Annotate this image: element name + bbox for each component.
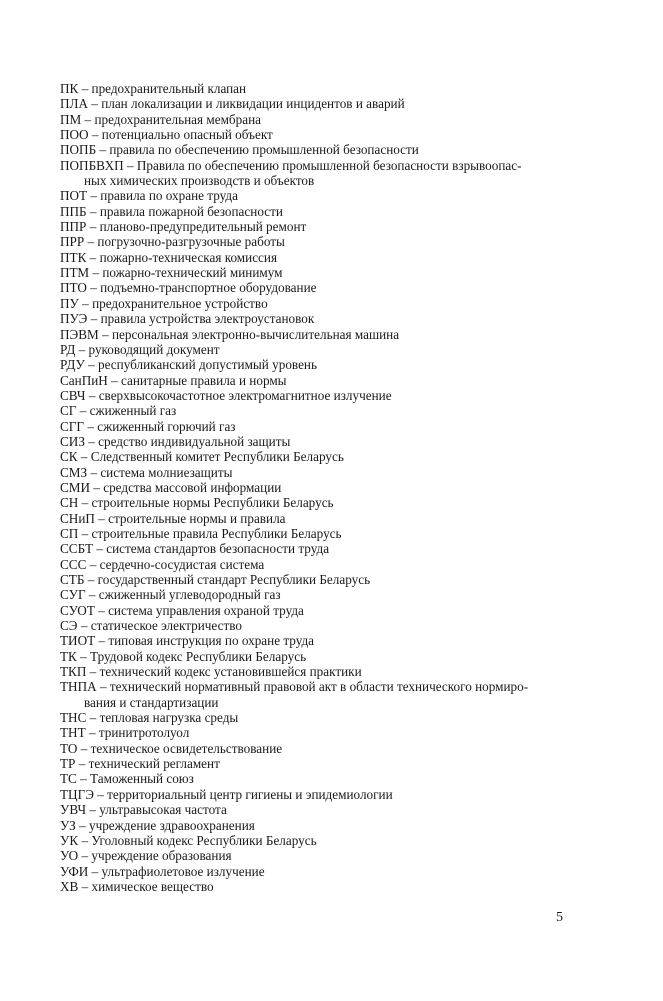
abbreviation-definition: технический нормативный правовой акт в области технического нормиро- — [109, 679, 529, 695]
abbreviation-definition: правила пожарной безопасности — [99, 203, 283, 219]
abbreviation-definition: предохранительный клапан — [91, 81, 247, 96]
abbreviation-term: СП — [60, 525, 79, 541]
abbreviation-term: СМИ — [60, 479, 91, 495]
dash-separator: – — [85, 387, 99, 403]
abbreviation-definition: Правила по обеспечению промышленной безопасности взрывоопас- — [136, 157, 522, 173]
abbreviation-entry — [60, 250, 605, 265]
abbreviation-entry — [60, 848, 605, 863]
abbreviation-definition: предохранительное устройство — [92, 295, 268, 311]
abbreviation-entry — [60, 158, 605, 189]
abbreviation-entry — [60, 541, 605, 556]
abbreviation-term: ППБ — [60, 203, 87, 219]
dash-separator: – — [107, 372, 121, 388]
abbreviation-term: РД — [60, 341, 76, 357]
dash-separator: – — [88, 863, 102, 879]
abbreviation-term: СУОТ — [60, 602, 95, 618]
dash-separator: – — [78, 832, 92, 848]
dash-separator: – — [84, 418, 98, 434]
abbreviation-term: ТК — [60, 648, 77, 664]
dash-separator: – — [78, 495, 92, 511]
abbreviation-term: УФИ — [60, 863, 89, 879]
abbreviation-entry — [60, 465, 605, 480]
abbreviation-entry — [60, 388, 605, 403]
abbreviation-entry — [60, 188, 605, 203]
abbreviation-entry — [60, 204, 605, 219]
abbreviation-definition: Следственный комитет Республики Беларусь — [90, 449, 344, 465]
dash-separator: – — [96, 142, 110, 158]
abbreviation-term: СЭ — [60, 618, 78, 634]
abbreviation-term: ССС — [60, 556, 87, 572]
dash-separator: – — [78, 81, 92, 96]
abbreviation-definition: руководящий документ — [88, 341, 220, 357]
abbreviation-definition: государственный стандарт Республики Беларусь — [97, 572, 371, 587]
abbreviation-definition: сжиженный углеводородный газ — [98, 587, 281, 603]
abbreviation-definition: строительные нормы и правила — [108, 510, 286, 526]
dash-separator: – — [88, 96, 102, 112]
abbreviation-term: ТНТ — [60, 725, 86, 741]
abbreviation-definition: тринитротолуол — [98, 725, 190, 741]
abbreviation-term: СК — [60, 449, 78, 465]
abbreviation-term: ТР — [60, 756, 76, 772]
abbreviation-term: ПЭВМ — [60, 326, 99, 342]
abbreviation-definition: пожарно-техническая комиссия — [99, 249, 278, 265]
abbreviation-entry — [60, 879, 605, 894]
abbreviation-entry — [60, 311, 605, 326]
abbreviation-entry — [60, 710, 605, 725]
abbreviation-definition: территориальный центр гигиены и эпидемиологии — [107, 786, 393, 802]
abbreviation-entry — [60, 818, 605, 833]
dash-separator: – — [86, 280, 101, 296]
abbreviation-entry — [60, 327, 605, 342]
dash-separator: – — [93, 786, 108, 802]
abbreviation-term: ТО — [60, 740, 78, 756]
abbreviation-term: СГ — [60, 403, 77, 419]
dash-separator: – — [86, 664, 100, 680]
abbreviation-entry — [60, 342, 605, 357]
abbreviation-entry — [60, 511, 605, 526]
abbreviation-entry — [60, 557, 605, 572]
abbreviation-entry — [60, 725, 605, 740]
abbreviation-entry — [60, 434, 605, 449]
abbreviation-entry — [60, 603, 605, 618]
abbreviation-entry — [60, 265, 605, 280]
abbreviation-entry — [60, 679, 605, 710]
abbreviation-term: СН — [60, 495, 79, 511]
abbreviation-entry — [60, 618, 605, 633]
abbreviation-entry — [60, 357, 605, 372]
dash-separator: – — [94, 602, 109, 618]
dash-separator: – — [81, 111, 95, 127]
abbreviation-entry — [60, 833, 605, 848]
abbreviation-term: ТКП — [60, 664, 87, 680]
abbreviation-term: ПЛА — [60, 96, 88, 112]
abbreviation-term: ПК — [60, 81, 79, 96]
abbreviation-definition: сжиженный горючий газ — [97, 418, 236, 434]
abbreviation-term: ПМ — [60, 111, 82, 127]
abbreviation-definition: учреждение образования — [91, 848, 232, 864]
abbreviation-term: РДУ — [60, 357, 85, 373]
abbreviation-entry — [60, 112, 605, 127]
abbreviation-entry — [60, 219, 605, 234]
abbreviation-definition: правила устройства электроустановок — [100, 311, 315, 327]
abbreviation-definition: правила по охране труда — [100, 188, 238, 204]
abbreviation-term: СГГ — [60, 418, 85, 434]
abbreviation-definition: сжиженный газ — [89, 403, 177, 419]
abbreviation-definition: учреждение здравоохранения — [88, 817, 255, 833]
abbreviation-term: ПОПБ — [60, 142, 97, 158]
abbreviation-term: ПТО — [60, 280, 87, 296]
dash-separator: – — [93, 541, 107, 557]
abbreviation-term: СУГ — [60, 587, 86, 603]
abbreviation-definition: технический кодекс установившейся практики — [99, 664, 362, 680]
abbreviation-definition: предохранительная мембрана — [94, 111, 261, 127]
dash-separator: – — [86, 219, 100, 235]
abbreviation-term: СНиП — [60, 510, 95, 526]
dash-separator: – — [87, 188, 101, 204]
abbreviation-definition: ультрафиолетовое излучение — [101, 863, 265, 879]
abbreviation-definition: Трудовой кодекс Республики Беларусь — [90, 648, 307, 664]
abbreviation-definition: планово-предупредительный ремонт — [99, 219, 307, 235]
abbreviation-term: СИЗ — [60, 433, 85, 449]
abbreviation-definition: тепловая нагрузка среды — [99, 710, 239, 726]
abbreviation-definition: система стандартов безопасности труда — [106, 541, 330, 557]
abbreviation-term: ТЦГЭ — [60, 786, 94, 802]
abbreviation-definition: Уголовный кодекс Республики Беларусь — [91, 832, 317, 848]
abbreviation-definition: технический регламент — [88, 756, 220, 772]
dash-separator: – — [77, 740, 91, 756]
dash-separator: – — [78, 878, 92, 894]
abbreviation-entry — [60, 802, 605, 817]
abbreviation-entry — [60, 403, 605, 418]
dash-separator: – — [77, 618, 91, 634]
abbreviation-entry — [60, 419, 605, 434]
abbreviation-definition: типовая инструкция по охране труда — [108, 633, 315, 649]
abbreviation-definition: система молниезащиты — [100, 464, 233, 480]
abbreviation-entry — [60, 234, 605, 249]
abbreviation-entry — [60, 96, 605, 111]
abbreviation-term: СМЗ — [60, 464, 88, 480]
abbreviation-term: ТС — [60, 771, 77, 787]
dash-separator: – — [77, 449, 91, 465]
abbreviation-term: ХВ — [60, 878, 79, 894]
dash-separator: – — [123, 157, 137, 173]
abbreviation-entry — [60, 587, 605, 602]
abbreviation-definition: сверхвысокочастотное электромагнитное излучение — [98, 387, 392, 403]
abbreviation-term: ПРР — [60, 234, 85, 250]
abbreviation-definition: ультравысокая частота — [99, 802, 227, 818]
dash-separator: – — [98, 326, 112, 342]
abbreviation-entry — [60, 649, 605, 664]
dash-separator: – — [75, 756, 89, 772]
dash-separator: – — [75, 817, 89, 833]
abbreviation-term: ТНС — [60, 710, 87, 726]
abbreviation-term: ППР — [60, 219, 87, 235]
abbreviation-entry — [60, 142, 605, 157]
abbreviation-definition: средства массовой информации — [103, 479, 282, 495]
dash-separator: – — [85, 587, 99, 603]
abbreviation-definition: Таможенный союз — [90, 771, 194, 787]
abbreviation-term: ПОТ — [60, 188, 88, 204]
abbreviation-entry — [60, 373, 605, 388]
dash-separator: – — [76, 648, 91, 664]
abbreviation-definition: потенциально опасный объект — [101, 127, 273, 143]
page-number: 5 — [556, 910, 563, 925]
dash-separator: – — [87, 464, 101, 480]
dash-separator: – — [96, 679, 110, 695]
abbreviation-term: УЗ — [60, 817, 76, 833]
abbreviation-definition: техническое освидетельствование — [90, 740, 283, 756]
abbreviation-term: ПТК — [60, 249, 87, 265]
abbreviation-term: СВЧ — [60, 387, 86, 403]
abbreviation-term: УО — [60, 848, 79, 864]
abbreviation-definition: статическое электричество — [90, 618, 242, 634]
abbreviation-term: УВЧ — [60, 802, 87, 818]
dash-separator: – — [76, 403, 90, 419]
abbreviation-term: ПТМ — [60, 265, 90, 281]
abbreviation-entry — [60, 756, 605, 771]
abbreviation-term: ПОО — [60, 127, 89, 143]
abbreviation-definition: система управления охраной труда — [108, 602, 304, 618]
abbreviation-definition: строительные правила Республики Беларусь — [91, 525, 342, 541]
dash-separator: – — [75, 341, 89, 357]
abbreviation-entry — [60, 449, 605, 464]
abbreviation-entry — [60, 280, 605, 295]
abbreviation-entry — [60, 81, 605, 96]
abbreviation-term: УК — [60, 832, 79, 848]
abbreviation-definition: подъемно-транспортное оборудование — [100, 280, 317, 296]
abbreviation-entry — [60, 127, 605, 142]
abbreviation-term: ССБТ — [60, 541, 94, 557]
abbreviation-entry — [60, 480, 605, 495]
abbreviation-term: ПОПБВХП — [60, 157, 124, 173]
abbreviation-definition: республиканский допустимый уровень — [98, 357, 317, 373]
dash-separator: – — [86, 556, 100, 572]
dash-separator: – — [78, 848, 92, 864]
dash-separator: – — [78, 525, 92, 541]
abbreviation-term: ПУЭ — [60, 311, 88, 327]
abbreviation-term: СТБ — [60, 572, 85, 587]
dash-separator: – — [86, 802, 100, 818]
definition-continuation: ных химических производств и объектов — [84, 173, 315, 189]
abbreviation-list — [60, 81, 605, 894]
abbreviation-definition: персональная электронно-вычислительная машина — [111, 326, 400, 342]
dash-separator: – — [94, 510, 109, 526]
dash-separator: – — [95, 633, 109, 649]
abbreviation-definition: строительные нормы Республики Беларусь — [91, 495, 334, 511]
definition-continuation: вания и стандартизации — [84, 694, 219, 710]
dash-separator: – — [84, 433, 99, 449]
abbreviation-entry — [60, 664, 605, 679]
abbreviation-entry — [60, 296, 605, 311]
abbreviation-definition: план локализации и ликвидации инцидентов и аварий — [101, 96, 405, 112]
abbreviation-definition: правила по обеспечению промышленной безопасности — [109, 142, 419, 158]
abbreviation-definition: пожарно-технический минимум — [102, 265, 283, 281]
abbreviation-entry — [60, 495, 605, 510]
abbreviation-entry — [60, 526, 605, 541]
dash-separator: – — [84, 572, 98, 587]
abbreviation-term: ТНПА — [60, 679, 97, 695]
abbreviation-term: СанПиН — [60, 372, 108, 388]
abbreviation-entry — [60, 741, 605, 756]
abbreviation-definition: сердечно-сосудистая система — [99, 556, 265, 572]
abbreviation-entry — [60, 864, 605, 879]
dash-separator: – — [86, 249, 100, 265]
abbreviation-definition: химическое вещество — [91, 878, 214, 894]
abbreviation-entry — [60, 771, 605, 786]
abbreviation-definition: санитарные правила и нормы — [121, 372, 287, 388]
abbreviation-term: ТИОТ — [60, 633, 96, 649]
dash-separator: – — [86, 203, 100, 219]
dash-separator: – — [88, 127, 102, 143]
abbreviation-entry — [60, 787, 605, 802]
dash-separator: – — [86, 710, 100, 726]
dash-separator: – — [78, 295, 93, 311]
dash-separator: – — [87, 311, 101, 327]
dash-separator: – — [84, 234, 98, 250]
dash-separator: – — [90, 479, 104, 495]
abbreviation-entry — [60, 572, 605, 587]
abbreviation-entry — [60, 633, 605, 648]
dash-separator: – — [85, 725, 99, 741]
dash-separator: – — [89, 265, 103, 281]
dash-separator: – — [84, 357, 99, 373]
abbreviation-definition: средство индивидуальной защиты — [98, 433, 291, 449]
abbreviation-definition: погрузочно-разгрузочные работы — [97, 234, 285, 250]
abbreviation-term: ПУ — [60, 295, 79, 311]
dash-separator: – — [76, 771, 91, 787]
